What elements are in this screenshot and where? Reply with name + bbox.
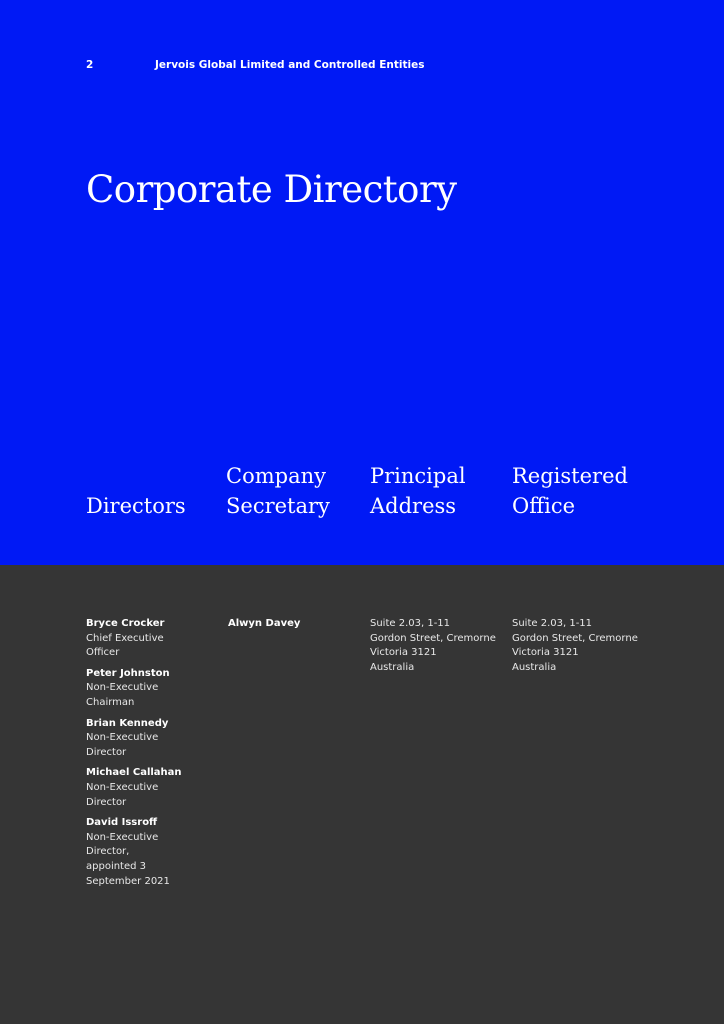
company-secretary-heading: Company Secretary: [226, 464, 330, 518]
director-role: Non-Executive: [86, 781, 159, 793]
director-name: David Issroff: [86, 817, 158, 829]
director-role: appointed 3: [86, 860, 147, 872]
registered-office: [512, 617, 638, 675]
directors-list: [86, 617, 182, 895]
principal-address: [370, 617, 496, 675]
director-role: Director,: [86, 846, 130, 858]
address-line: Gordon Street, Cremorne: [512, 632, 638, 644]
director-name: Peter Johnston: [86, 667, 170, 679]
director-name: Michael Callahan: [86, 767, 182, 779]
company-secretary: [228, 617, 300, 632]
address-line: Victoria 3121: [370, 647, 437, 659]
page-title: Corporate Directory: [86, 168, 457, 211]
director-role: Director: [86, 746, 127, 758]
secretary-name: Alwyn Davey: [228, 618, 301, 629]
registered-office-heading: Registered Office: [512, 464, 628, 518]
address-line: Australia: [370, 661, 415, 673]
director-role: Non-Executive: [86, 831, 159, 843]
director-entry: [86, 816, 182, 889]
director-role: Non-Executive: [86, 682, 159, 694]
director-name: Bryce Crocker: [86, 618, 165, 629]
page-number: 2: [86, 59, 94, 71]
director-name: Brian Kennedy: [86, 717, 169, 729]
director-role: Officer: [86, 647, 120, 659]
address-line: Gordon Street, Cremorne: [370, 632, 496, 644]
director-entry: [86, 617, 182, 661]
director-role: Director: [86, 796, 127, 808]
address-line: Victoria 3121: [512, 647, 579, 659]
address-line: Suite 2.03, 1-11: [370, 618, 451, 629]
address-line: Suite 2.03, 1-11: [512, 618, 593, 629]
director-entry: [86, 667, 182, 711]
director-role: Chief Executive: [86, 632, 164, 644]
principal-address-heading: Principal Address: [370, 464, 466, 518]
director-role: Chairman: [86, 696, 135, 708]
address-line: Australia: [512, 661, 557, 673]
director-role: Non-Executive: [86, 732, 159, 744]
director-entry: [86, 766, 182, 810]
director-role: September 2021: [86, 875, 170, 887]
company-name: Jervois Global Limited and Controlled Entities: [155, 59, 425, 71]
director-entry: [86, 717, 182, 761]
directors-heading: Directors: [86, 494, 186, 518]
